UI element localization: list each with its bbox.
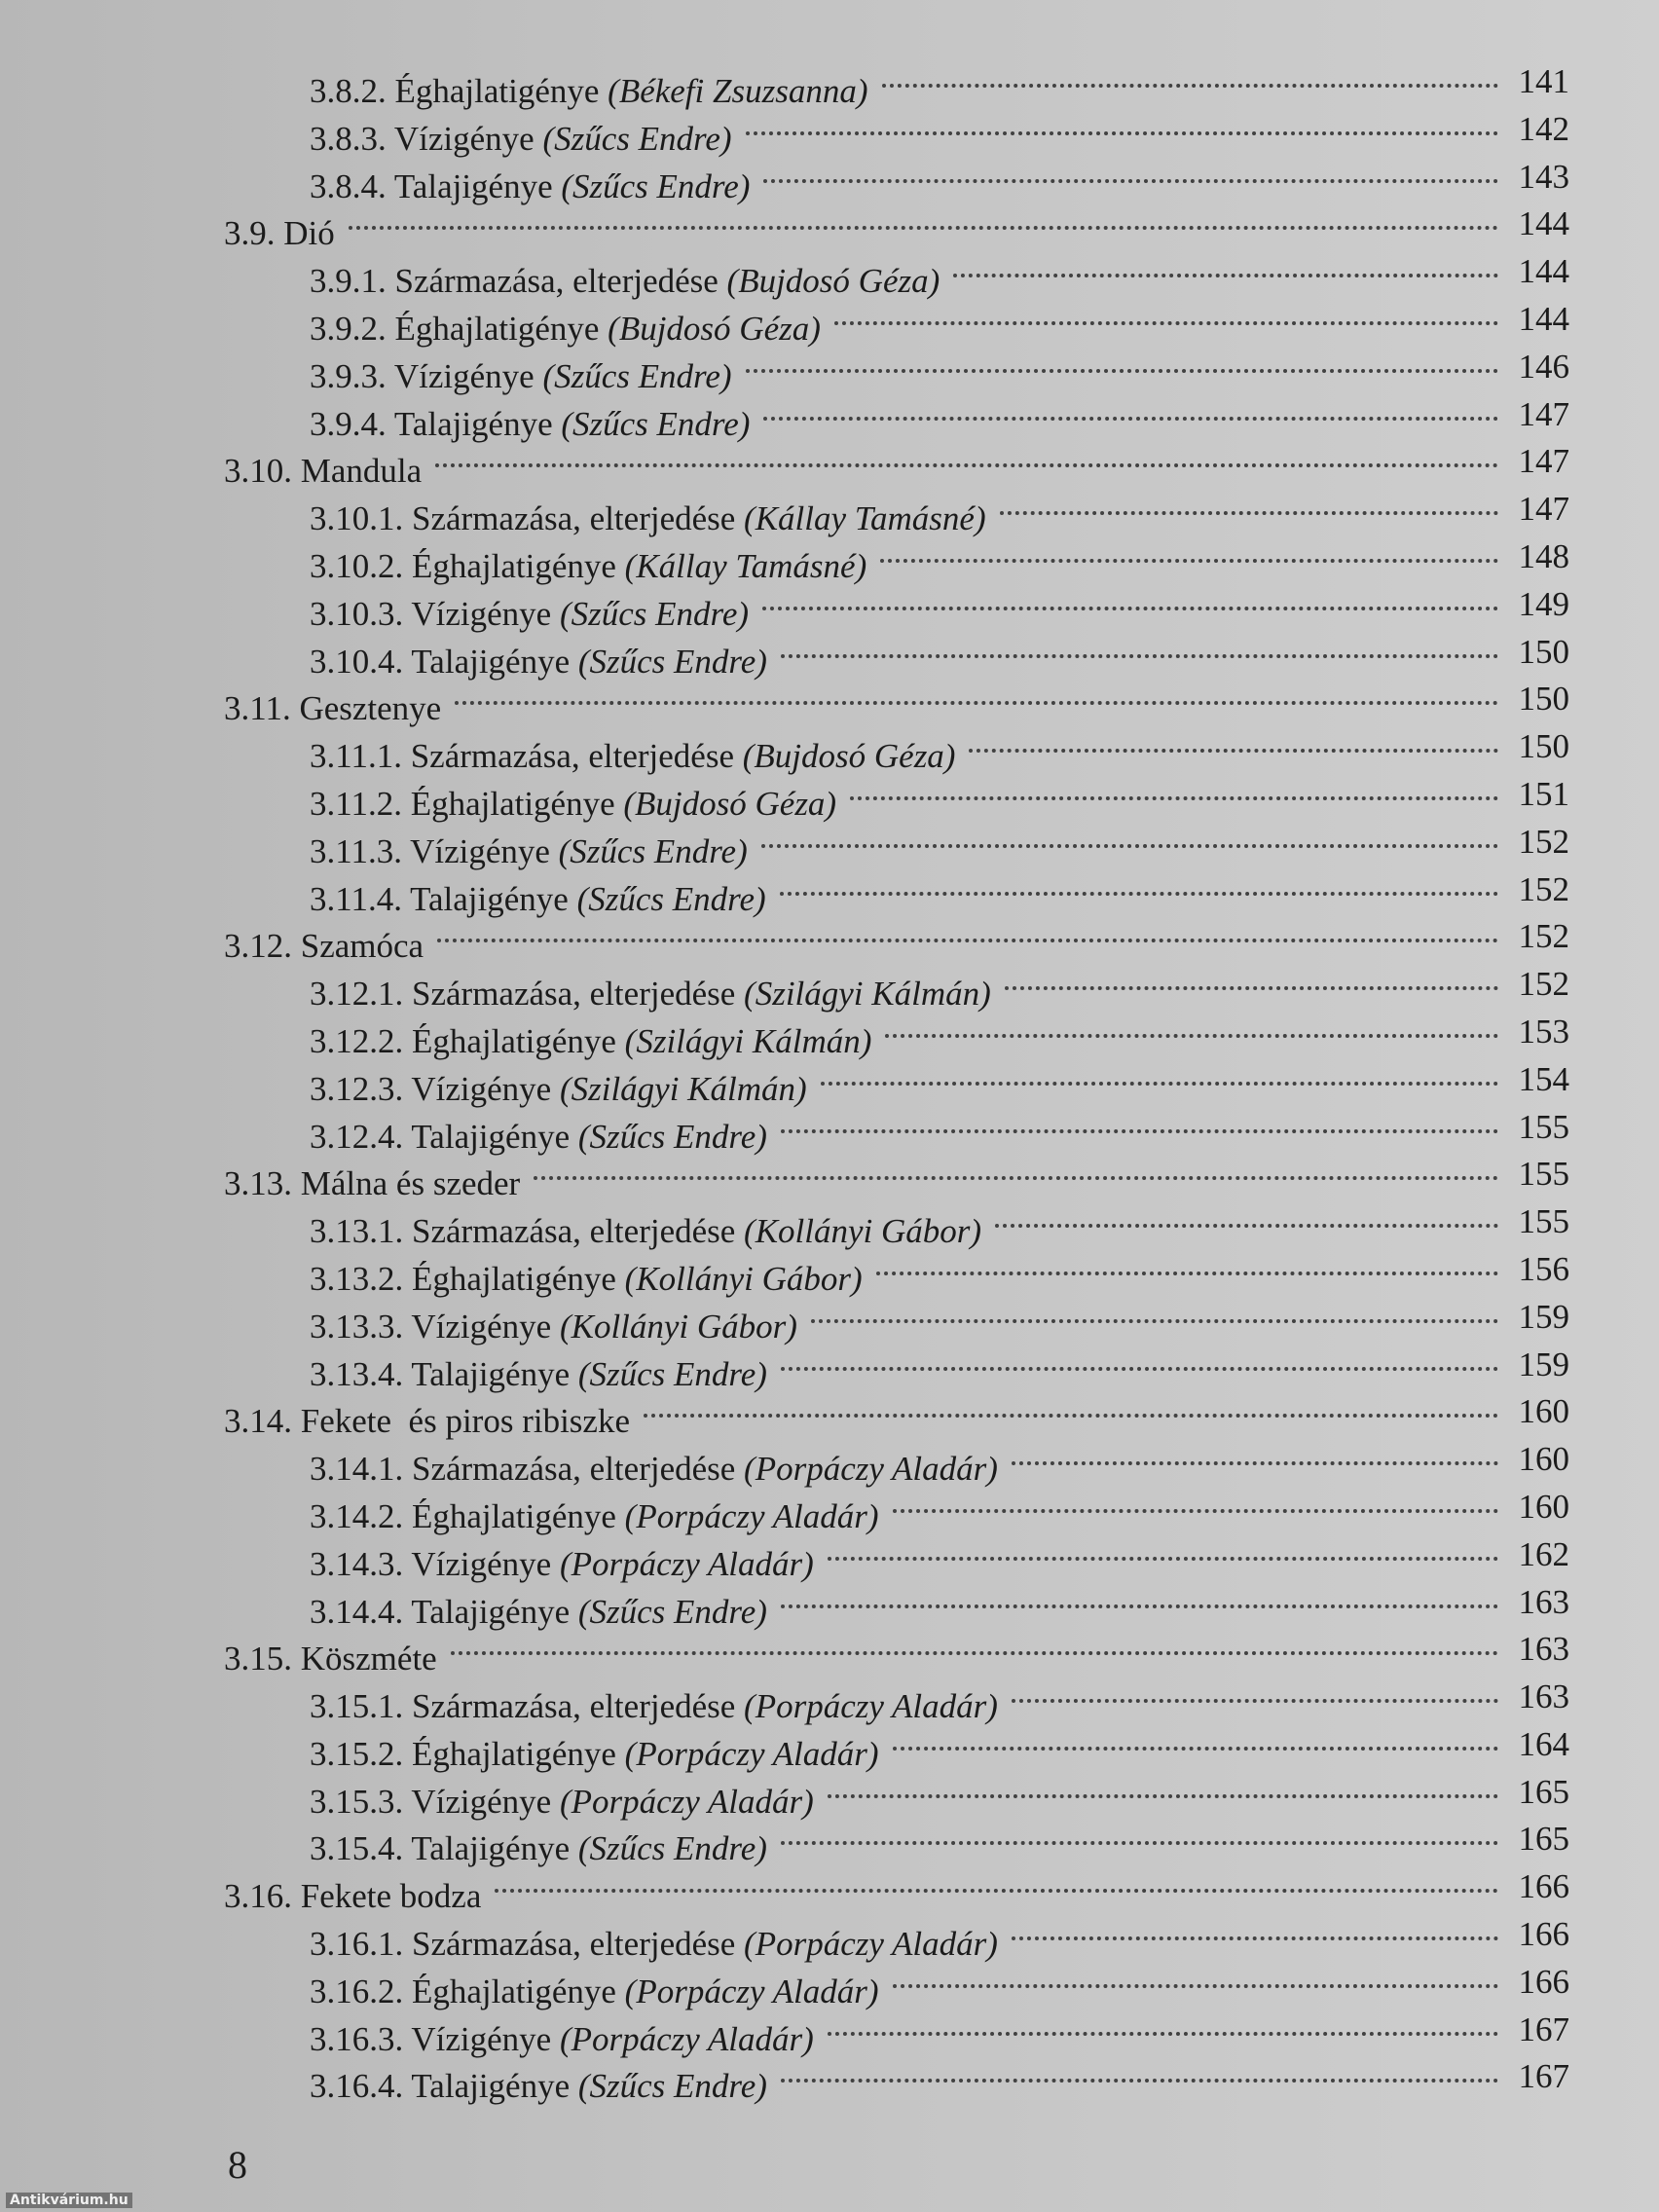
dot-leader [780,888,1498,896]
entry-author: (Porpáczy Aladár) [624,1496,879,1535]
toc-subsection [0,106,1659,158]
entry-page-number: 163 [1518,1630,1569,1669]
entry-number: 3.15.3. [310,1782,404,1821]
entry-number: 3.8.4. [310,166,387,205]
entry-title: Talajigénye [411,642,571,681]
entry-author: (Szűcs Endre) [576,879,766,918]
toc-subsection [0,1104,1659,1156]
entry-number: 3.11.4. [310,879,402,918]
entry-number: 3.13.2. [310,1259,404,1298]
toc-entry-text [310,2063,777,2111]
entry-number: 3.16.1. [310,1925,404,1964]
entry-number: 3.9. [224,214,276,253]
entry-page-number: 160 [1518,1487,1569,1526]
entry-number: 3.13.4. [310,1354,404,1393]
entry-title: Származása, elterjedése [394,262,719,301]
entry-page-number: 147 [1518,442,1569,481]
toc-subsection [0,1246,1659,1298]
toc-subsection [0,391,1659,443]
dot-leader [349,222,1498,230]
entry-author: (Szűcs Endre) [542,356,732,395]
entry-title: Éghajlatigénye [412,1734,616,1773]
entry-author: (Porpáczy Aladár) [744,1925,998,1964]
entry-page-number: 164 [1518,1724,1569,1763]
entry-number: 3.9.3. [310,356,387,395]
entry-author: (Szűcs Endre) [577,1354,767,1393]
entry-page-number: 151 [1518,774,1569,813]
entry-number: 3.13. [224,1164,292,1203]
dot-leader [762,603,1498,610]
toc-subsection [0,819,1659,870]
toc-subsection [0,723,1659,776]
entry-page-number: 165 [1518,1772,1569,1811]
entry-number: 3.10.1. [310,499,404,538]
dot-leader [761,840,1498,848]
entry-title: Vízigénye [411,1544,552,1583]
dot-leader [1012,1933,1498,1940]
entry-title: Vízigénye [411,1782,552,1821]
dot-leader [882,80,1498,88]
toc-section [0,1863,1659,1916]
entry-author: (Szűcs Endre) [577,1829,767,1868]
entry-page-number: 152 [1518,869,1569,908]
entry-author: (Szűcs Endre) [577,642,767,681]
entry-title: Talajigénye [411,1829,571,1868]
entry-number: 3.11.3. [310,831,402,870]
entry-title: Vízigénye [411,1069,552,1108]
entry-title: Mandula [300,452,423,491]
entry-number: 3.13.1. [310,1212,404,1251]
dot-leader [1000,507,1498,515]
dot-leader [876,1268,1498,1275]
toc-subsection [0,344,1659,395]
entry-title: Éghajlatigénye [412,546,616,585]
dot-leader [1012,1695,1498,1703]
entry-title: Származása, elterjedése [410,737,734,776]
entry-number: 3.10.2. [310,546,404,585]
entry-title: Talajigénye [393,166,553,205]
entry-number: 3.9.1. [310,262,387,301]
dot-leader [995,1220,1498,1228]
entry-title: Talajigénye [411,1354,571,1393]
entry-page-number: 153 [1518,1012,1569,1051]
page-number: 8 [228,2143,247,2187]
dot-leader [781,1363,1498,1371]
dot-leader [1005,982,1498,990]
toc-subsection [0,296,1659,348]
toc-section [0,1388,1659,1441]
entry-title: Származása, elterjedése [412,1687,736,1726]
entry-author: (Kollányi Gábor) [559,1307,797,1346]
table-of-contents [0,58,1659,2106]
toc-subsection [0,486,1659,538]
dot-leader [455,697,1498,705]
entry-page-number: 146 [1518,347,1569,386]
entry-number: 3.15. [224,1640,292,1678]
toc-subsection [0,1721,1659,1773]
entry-page-number: 150 [1518,632,1569,671]
entry-title: Vízigénye [411,2019,552,2058]
entry-page-number: 166 [1518,1962,1569,2001]
toc-section [0,676,1659,728]
entry-number: 3.16.2. [310,1972,404,2010]
entry-title: Éghajlatigénye [394,72,600,110]
entry-number: 3.15.2. [310,1734,404,1773]
entry-number: 3.10. [224,452,292,491]
dot-leader [893,1743,1498,1751]
dot-leader [953,270,1498,277]
dot-leader [828,1553,1498,1561]
toc-subsection [0,1056,1659,1108]
entry-page-number: 144 [1518,252,1569,291]
entry-title: Éghajlatigénye [412,1259,616,1298]
toc-subsection [0,1342,1659,1393]
entry-title: Vízigénye [411,594,552,633]
entry-author: (Porpáczy Aladár) [559,2019,814,2058]
entry-page-number: 160 [1518,1392,1569,1431]
dot-leader [746,128,1498,135]
entry-title: Származása, elterjedése [412,1450,736,1489]
entry-title: Málna és szeder [300,1164,521,1203]
entry-title: Fekete bodza [300,1877,482,1916]
toc-subsection [0,154,1659,205]
entry-author: (Szűcs Endre) [577,1117,767,1156]
entry-author: (Bujdosó Géza) [726,262,940,301]
entry-author: (Békefi Zsuzsanna) [608,72,868,110]
entry-page-number: 149 [1518,584,1569,623]
dot-leader [828,1790,1498,1798]
entry-title: Vízigénye [411,1307,552,1346]
entry-page-number: 159 [1518,1345,1569,1383]
entry-number: 3.10.3. [310,594,404,633]
toc-subsection [0,1198,1659,1251]
dot-leader [885,1030,1498,1038]
dot-leader [969,745,1498,753]
entry-page-number: 144 [1518,299,1569,338]
toc-section [0,913,1659,966]
entry-number: 3.12.3. [310,1069,404,1108]
dot-leader [781,2075,1498,2083]
toc-subsection [0,1436,1659,1489]
entry-author: (Porpáczy Aladár) [559,1544,814,1583]
toc-subsection [0,58,1659,110]
toc-subsection [0,248,1659,301]
entry-number: 3.16.4. [310,2067,404,2106]
entry-number: 3.16.3. [310,2019,404,2058]
entry-page-number: 166 [1518,1915,1569,1954]
entry-title: Köszméte [300,1640,437,1678]
entry-number: 3.9.4. [310,404,387,443]
entry-page-number: 156 [1518,1249,1569,1288]
entry-page-number: 163 [1518,1677,1569,1716]
entry-author: (Porpáczy Aladár) [624,1972,879,2010]
entry-number: 3.12.2. [310,1021,404,1060]
entry-author: (Szilágyi Kálmán) [624,1021,872,1060]
entry-author: (Kollányi Gábor) [624,1259,863,1298]
toc-subsection [0,1484,1659,1535]
toc-subsection [0,1959,1659,2010]
entry-page-number: 150 [1518,727,1569,766]
toc-subsection [0,1674,1659,1726]
entry-page-number: 167 [1518,2009,1569,2048]
entry-number: 3.11. [224,689,291,728]
entry-number: 3.14. [224,1402,292,1441]
entry-page-number: 154 [1518,1059,1569,1098]
dot-leader [834,317,1498,325]
entry-number: 3.11.1. [310,737,402,776]
entry-author: (Porpáczy Aladár) [744,1687,998,1726]
entry-title: Talajigénye [411,1592,571,1631]
dot-leader [763,175,1498,183]
entry-author: (Kállay Tamásné) [744,499,986,538]
dot-leader [495,1885,1498,1893]
entry-title: Származása, elterjedése [412,975,736,1014]
dot-leader [435,460,1498,467]
entry-title: Talajigénye [393,404,553,443]
toc-subsection [0,2007,1659,2058]
entry-number: 3.10.4. [310,642,404,681]
entry-number: 3.14.1. [310,1450,404,1489]
toc-subsection [0,1294,1659,1346]
entry-number: 3.14.3. [310,1544,404,1583]
entry-page-number: 163 [1518,1582,1569,1621]
dot-leader [781,1601,1498,1608]
entry-author: (Kollányi Gábor) [744,1212,982,1251]
entry-title: Fekete és piros ribiszke [300,1402,630,1441]
dot-leader [1012,1457,1498,1465]
entry-title: Éghajlatigénye [394,309,600,348]
entry-title: Éghajlatigénye [412,1496,616,1535]
entry-number: 3.15.1. [310,1687,404,1726]
entry-title: Éghajlatigénye [412,1021,616,1060]
entry-author: (Porpáczy Aladár) [744,1450,998,1489]
entry-page-number: 155 [1518,1155,1569,1194]
entry-title: Éghajlatigénye [410,784,615,823]
toc-subsection [0,581,1659,633]
dot-leader [893,1505,1498,1513]
toc-subsection [0,534,1659,585]
entry-number: 3.12. [224,927,292,966]
dot-leader [821,1078,1498,1086]
dot-leader [828,2028,1498,2036]
entry-author: (Porpáczy Aladár) [624,1734,879,1773]
entry-page-number: 141 [1518,62,1569,100]
entry-author: (Szűcs Endre) [561,166,751,205]
entry-number: 3.11.2. [310,784,402,823]
entry-page-number: 152 [1518,917,1569,956]
entry-page-number: 152 [1518,822,1569,861]
dot-leader [893,1980,1498,1988]
entry-author: (Szűcs Endre) [542,119,732,158]
watermark: Antikvárium.hu [6,2193,132,2208]
entry-author: (Szűcs Endre) [561,404,751,443]
entry-title: Származása, elterjedése [412,1925,736,1964]
toc-section [0,201,1659,253]
entry-number: 3.8.3. [310,119,387,158]
entry-title: Származása, elterjedése [412,1212,736,1251]
entry-page-number: 155 [1518,1107,1569,1146]
entry-page-number: 166 [1518,1867,1569,1906]
toc-subsection [0,1769,1659,1821]
entry-number: 3.9.2. [310,309,387,348]
entry-page-number: 152 [1518,965,1569,1004]
entry-author: (Szilágyi Kálmán) [744,975,991,1014]
dot-leader [781,1837,1498,1845]
entry-title: Gesztenye [299,689,442,728]
dot-leader [763,413,1498,421]
entry-page-number: 142 [1518,109,1569,148]
entry-page-number: 143 [1518,157,1569,196]
dot-leader [850,793,1498,800]
entry-author: (Porpáczy Aladár) [559,1782,814,1821]
entry-title: Vízigénye [393,119,535,158]
entry-author: (Szűcs Endre) [577,1592,767,1631]
entry-page-number: 160 [1518,1440,1569,1479]
entry-author: (Bujdosó Géza) [623,784,837,823]
entry-title: Dió [283,214,335,253]
entry-title: Vízigénye [393,356,535,395]
entry-author: (Kállay Tamásné) [624,546,867,585]
entry-author: (Szűcs Endre) [559,594,750,633]
entry-number: 3.14.2. [310,1496,404,1535]
entry-page-number: 165 [1518,1820,1569,1859]
entry-author: (Bujdosó Géza) [742,737,956,776]
dot-leader [880,555,1498,563]
entry-author: (Szűcs Endre) [558,831,748,870]
toc-section [0,1151,1659,1203]
dot-leader [746,365,1498,373]
toc-subsection [0,1816,1659,1868]
entry-page-number: 150 [1518,680,1569,719]
toc-subsection [0,866,1659,918]
entry-number: 3.13.3. [310,1307,404,1346]
toc-section [0,438,1659,491]
toc-section [0,1626,1659,1678]
toc-subsection [0,961,1659,1014]
entry-number: 3.14.4. [310,1592,404,1631]
entry-number: 3.15.4. [310,1829,404,1868]
entry-number: 3.8.2. [310,72,387,110]
dot-leader [644,1410,1498,1418]
entry-number: 3.12.4. [310,1117,404,1156]
toc-subsection [0,2053,1659,2106]
entry-page-number: 147 [1518,394,1569,433]
toc-subsection [0,1531,1659,1583]
dot-leader [534,1172,1498,1180]
toc-subsection [0,1009,1659,1060]
entry-page-number: 159 [1518,1297,1569,1336]
entry-title: Talajigénye [410,879,569,918]
dot-leader [781,650,1498,658]
entry-page-number: 147 [1518,490,1569,529]
toc-subsection [0,771,1659,823]
toc-subsection [0,1579,1659,1631]
entry-title: Talajigénye [411,1117,571,1156]
toc-subsection [0,629,1659,681]
entry-title: Éghajlatigénye [412,1972,616,2010]
entry-page-number: 162 [1518,1534,1569,1573]
entry-title: Szamóca [300,927,424,966]
entry-author: (Szűcs Endre) [577,2067,767,2106]
entry-page-number: 144 [1518,204,1569,243]
dot-leader [437,935,1498,942]
entry-page-number: 155 [1518,1202,1569,1241]
dot-leader [451,1647,1498,1655]
entry-title: Vízigénye [410,831,550,870]
entry-author: (Szilágyi Kálmán) [559,1069,807,1108]
entry-title: Származása, elterjedése [412,499,736,538]
toc-subsection [0,1911,1659,1964]
entry-page-number: 167 [1518,2057,1569,2096]
dot-leader [811,1315,1498,1323]
entry-page-number: 148 [1518,536,1569,575]
entry-number: 3.12.1. [310,975,404,1014]
dot-leader [781,1125,1498,1133]
entry-number: 3.16. [224,1877,292,1916]
entry-title: Talajigénye [411,2067,571,2106]
entry-author: (Bujdosó Géza) [608,309,821,348]
